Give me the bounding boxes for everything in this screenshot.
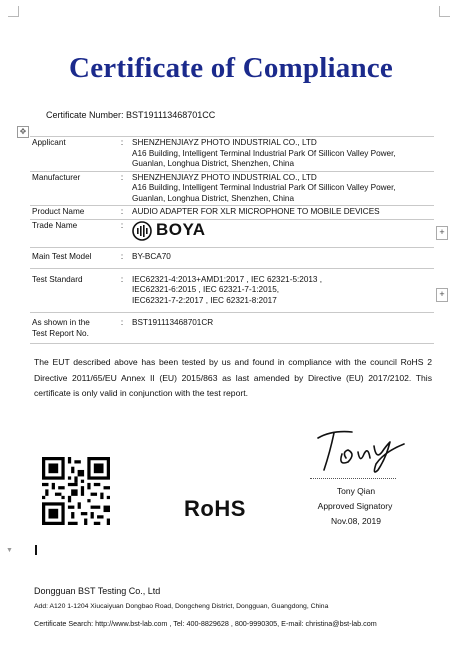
product-name-label: Product Name [30, 206, 114, 220]
signatory-name: Tony Qian [336, 486, 376, 496]
table-row [30, 219, 434, 247]
add-row-icon[interactable]: + [436, 226, 448, 240]
manufacturer-address-line1: A16 Building, Intelligent Terminal Industrial Park Of Sillicon Valley Power, [132, 183, 396, 192]
table-row [30, 171, 434, 206]
rohs-mark: RoHS [184, 496, 246, 521]
trade-name-value [130, 219, 434, 247]
certificate-number-value: BST191113468701CC [126, 110, 216, 120]
test-standard-line1: IEC62321-4:2013+AMD1:2017 , IEC 62321-5:2013 , [132, 274, 323, 284]
text-cursor [35, 545, 37, 555]
applicant-label: Applicant [30, 137, 114, 172]
table-row [30, 268, 434, 313]
colon: : [114, 313, 130, 344]
manufacturer-label: Manufacturer [30, 171, 114, 206]
issuer-company-name: Dongguan BST Testing Co., Ltd [34, 586, 161, 596]
signature-date: Nov.08, 2019 [331, 516, 381, 526]
qr-code [42, 457, 110, 525]
table-row [30, 206, 434, 220]
report-label-line2: Test Report No. [32, 328, 89, 338]
signature-line [310, 478, 396, 479]
colon: : [114, 206, 130, 220]
handwritten-signature [312, 424, 408, 476]
boya-logo [132, 221, 432, 241]
certificate-number-label: Certificate Number: [46, 110, 124, 120]
test-standard-line3: IEC62321-7-2:2017 , IEC 62321-8:2017 [132, 295, 277, 305]
trade-name-text: BOYA [156, 220, 206, 240]
colon: : [114, 219, 130, 247]
applicant-address-line2: Guanlan, Longhua District, Shenzhen, China [132, 159, 295, 168]
certificate-search-info: Certificate Search: http://www.bst-lab.com , Tel: 400-8829628 , 800-9990305, E-mail: christina@bst-lab.com [34, 619, 377, 628]
table-row [30, 247, 434, 268]
colon: : [114, 171, 130, 206]
collapse-arrow-icon[interactable]: ▼ [6, 547, 13, 554]
applicant-name: SHENZHENJIAYZ PHOTO INDUSTRIAL CO., LTD [132, 138, 317, 147]
manufacturer-address-line2: Guanlan, Longhua District, Shenzhen, China [132, 193, 295, 203]
document-title: Certificate of Compliance [69, 52, 393, 84]
report-label [30, 313, 114, 344]
manufacturer-value [130, 171, 434, 206]
test-standard-line2: IEC62321-6:2015 , IEC 62321-7-1:2015, [132, 285, 280, 294]
product-name-value: AUDIO ADAPTER FOR XLR MICROPHONE TO MOBILE DEVICES [130, 206, 434, 220]
certificate-info-table [30, 136, 434, 344]
page-corner-mark [8, 6, 19, 17]
report-label-line1: As shown in the [32, 318, 90, 327]
certificate-number [46, 110, 215, 120]
applicant-value [130, 137, 434, 172]
colon: : [114, 247, 130, 268]
add-row-icon[interactable]: + [436, 288, 448, 302]
page-corner-mark [439, 6, 450, 17]
compliance-statement: The EUT described above has been tested by us and found in compliance with the council RoHS 2 Directive 2011/65/EU Annex II (EU) 2015/863 as last amended by Directive (EU) 2017/2102. This certificate is only valid in conjunction with the test report. [34, 357, 432, 398]
main-test-model-label: Main Test Model [30, 247, 114, 268]
trade-name-label: Trade Name [30, 219, 114, 247]
colon: : [114, 137, 130, 172]
manufacturer-name: SHENZHENJIAYZ PHOTO INDUSTRIAL CO., LTD [132, 172, 317, 182]
test-standard-label: Test Standard [30, 268, 114, 313]
report-number-value: BST191113468701CR [130, 313, 434, 344]
issuer-address: Add: A120 1-1204 Xiucaiyuan Dongbao Road, Dongcheng District, Dongguan, Guangdong, China [34, 603, 329, 610]
move-handle-icon[interactable]: ✥ [17, 126, 29, 138]
table-row [30, 137, 434, 172]
signatory-title: Approved Signatory [317, 501, 393, 511]
table-row [30, 313, 434, 344]
test-standard-value [130, 268, 434, 313]
main-test-model-value: BY-BCA70 [130, 247, 434, 268]
applicant-address-line1: A16 Building, Intelligent Terminal Industrial Park Of Sillicon Valley Power, [132, 148, 396, 158]
colon: : [114, 268, 130, 313]
boya-microphone-icon [132, 221, 152, 241]
